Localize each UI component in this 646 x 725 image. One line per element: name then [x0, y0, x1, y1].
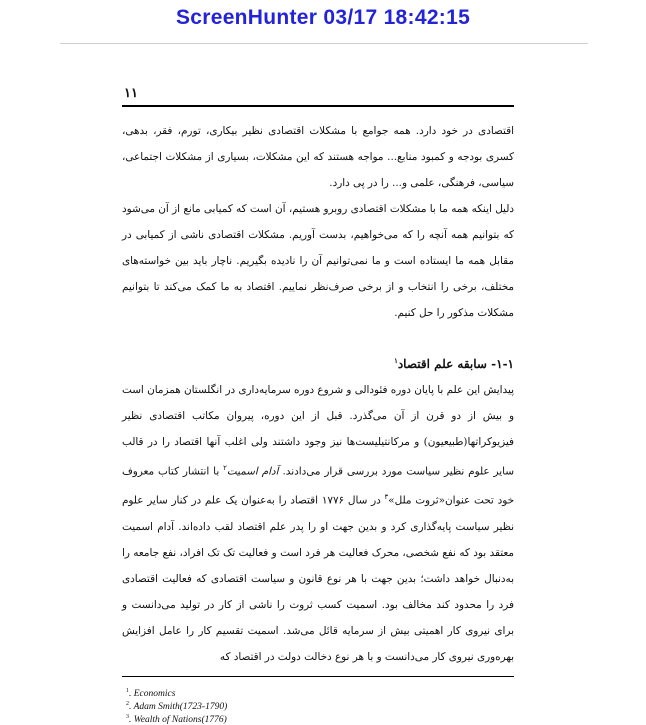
page-number: ۱۱: [124, 86, 138, 101]
footnotes: [126, 686, 227, 725]
footnote-text: . Adam Smith(1723-1790): [129, 702, 228, 713]
footnote-marker-3: ۳: [384, 493, 389, 502]
screenhunter-watermark: ScreenHunter 03/17 18:42:15: [175, 6, 471, 29]
section-heading: [122, 348, 514, 377]
history-text-part1: پیدایش این علم با پایان دوره فئودالی و شروع دوره سرمایه‌داری در انگلستان همزمان است و بیش از دو قرن از آن می‌گذرد. قبل از این دوره، پیروان مکاتب اقتصادی نظیر فیزیوکراتها(طبیعیون) و مرکانتیلیست‌ها نیز وجود داشتند ولی اغلب آنها اقتصاد را در قالب سایر علوم نظیر سیاست مورد بررسی قرار می‌دادند.: [122, 384, 514, 478]
footnote-item: [126, 712, 227, 725]
section-spacer: [122, 326, 514, 348]
history-text-part2: با انتشار کتاب معروف خود تحت عنوان«ثروت ملل»: [122, 465, 514, 507]
paragraph-history: [122, 377, 514, 670]
footnote-text: . Wealth of Nations(1776): [129, 715, 227, 725]
paragraph-scarcity: دلیل اینکه همه ما با مشکلات اقتصادی روبرو هستیم، آن است که کمیابی مانع از آن می‌شود که بتوانیم همه آنچه را که می‌خواهیم، بدست آوریم. مشکلات اقتصادی ناشی از کمیابی در مقابل همه ما ایستاده است و ما نمی‌توانیم آن را نادیده بگیریم. ناچار باید بین خواسته‌های مختلف، برخی را انتخاب و از برخی صرف‌نظر نماییم. اقتصاد به ما کمک می‌کند تا بتوانیم مشکلات مذکور را حل کنیم.: [122, 203, 514, 319]
footnote-text: . Economics: [129, 689, 176, 700]
footnote-number: 3: [126, 714, 129, 721]
paragraph-intro: اقتصادی در خود دارد. همه جوامع با مشکلات اقتصادی نظیر بیکاری، تورم، فقر، بدهی، کسری بودجه و کمبود منابع... مواجه هستند که این مشکلات، بسیاری از مشکلات اجتماعی، سیاسی، فرهنگی، علمی و... را در پی دارد.: [122, 125, 514, 189]
heading-footnote-marker: ۱: [394, 356, 398, 365]
footnote-divider: [122, 676, 514, 677]
footnote-number: 1: [126, 688, 129, 694]
section-heading-text: ۱-۱- سابقه علم اقتصاد: [397, 357, 514, 371]
footnote-item: [126, 686, 227, 699]
top-divider: [60, 43, 588, 44]
adam-smith-name: آدام اسمیت: [226, 465, 279, 478]
history-text-part3: در سال ۱۷۷۶ اقتصاد را به‌عنوان یک علم در کنار سایر علوم نظیر سیاست پایه‌گذاری کرد و بدین جهت او را پدر علم اقتصاد لقب داده‌اند. آدام اسمیت معتقد بود که نفع شخصی، محرک فعالیت هر فرد است و فعالیت تک تک افراد، نفع جامعه را به‌دنبال خواهد داشت؛ بدین جهت با هر نوع قانون و سیاست اقتصادی که فعالیت اقتصادی فرد را محدود کند مخالف بود. اسمیت کسب ثروت را ناشی از کار در تولید می‌دانست و برای نیروی کار اهمیتی بیش از سرمایه قائل می‌شد. اسمیت تقسیم کار را عامل افزایش بهره‌وری نیروی کار می‌دانست و با هر نوع دخالت دولت در اقتصاد که: [122, 494, 514, 663]
header-rule: [122, 105, 514, 107]
footnote-marker-2: ۲: [223, 464, 227, 472]
footnote-number: 2: [126, 701, 129, 708]
page-body: [122, 118, 514, 670]
footnote-item: [126, 699, 227, 712]
